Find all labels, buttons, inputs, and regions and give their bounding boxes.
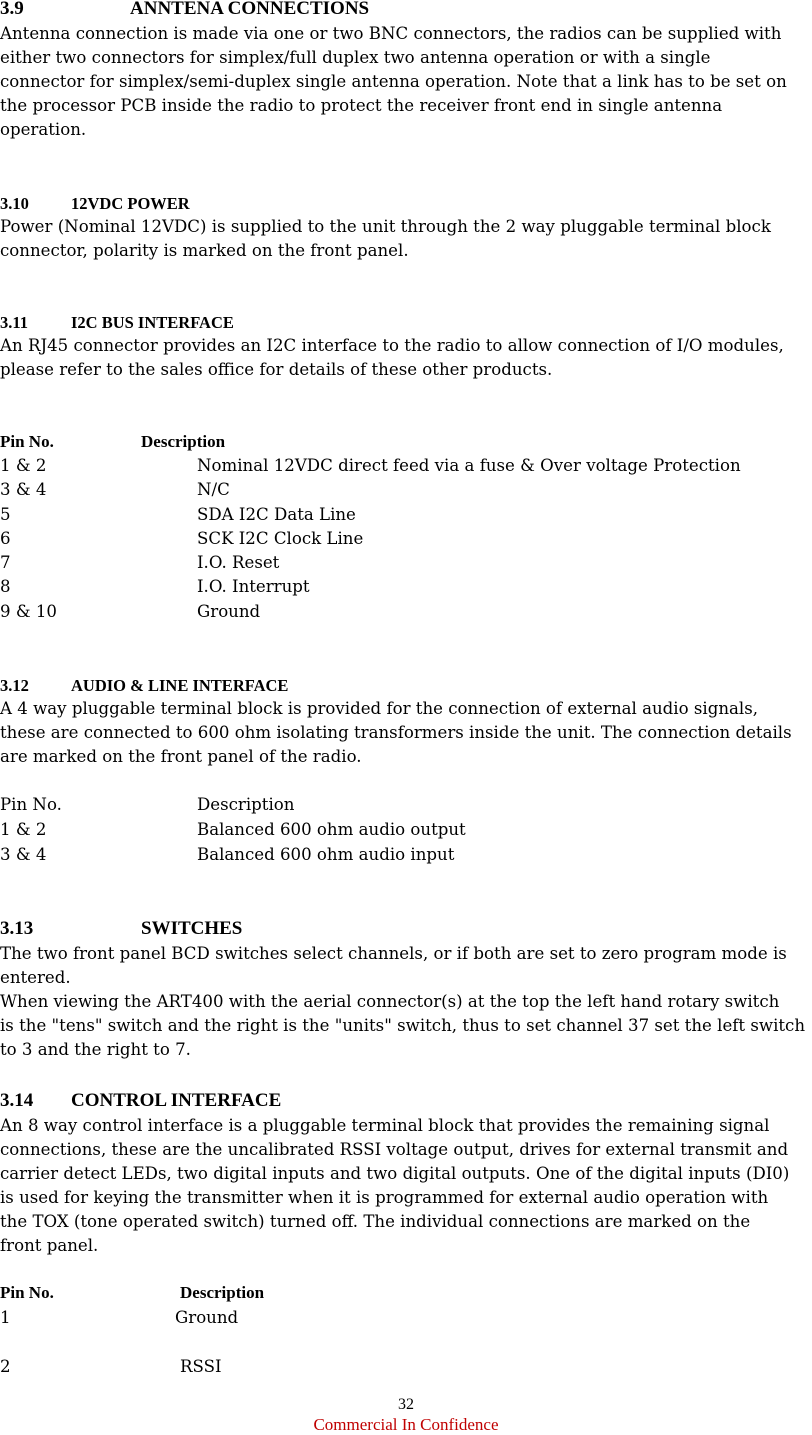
paragraph-line: to 3 and the right to 7. <box>0 1040 191 1059</box>
table-cell-pin: 3 & 4 <box>0 845 47 864</box>
page-number: 32 <box>398 1396 414 1413</box>
paragraph-line: An RJ45 connector provides an I2C interface to the radio to allow connection of I/O modules, <box>0 336 784 355</box>
paragraph-line: entered. <box>0 968 71 987</box>
paragraph-line: the TOX (tone operated switch) turned off. The individual connections are marked on the <box>0 1212 751 1231</box>
paragraph-line: carrier detect LEDs, two digital inputs and two digital outputs. One of the digital inputs (DI0) <box>0 1164 790 1183</box>
table-cell-pin: 5 <box>0 505 11 524</box>
table-cell-pin: 9 & 10 <box>0 602 57 621</box>
table-cell-pin: 1 & 2 <box>0 820 47 839</box>
section-3-12-body <box>0 697 812 769</box>
section-3-11-title: I2C BUS INTERFACE <box>71 313 234 332</box>
table-cell-description: Nominal 12VDC direct feed via a fuse & Over voltage Protection <box>197 456 741 475</box>
paragraph-line: A 4 way pluggable terminal block is provided for the connection of external audio signals, <box>0 699 758 718</box>
section-3-13-body <box>0 942 812 1062</box>
table-cell-pin: 6 <box>0 529 11 548</box>
paragraph-line: is used for keying the transmitter when it is programmed for external audio operation with <box>0 1188 769 1207</box>
section-3-12-number: 3.12 <box>0 676 29 695</box>
paragraph-line: An 8 way control interface is a pluggable terminal block that provides the remaining signal <box>0 1116 770 1135</box>
section-3-11-body <box>0 334 812 382</box>
paragraph-line: When viewing the ART400 with the aerial connector(s) at the top the left hand rotary switch <box>0 992 780 1011</box>
table-cell-description: Balanced 600 ohm audio output <box>197 820 466 839</box>
paragraph-line: connector for simplex/semi-duplex single antenna operation. Note that a link has to be set on <box>0 72 787 91</box>
paragraph-line: Antenna connection is made via one or two BNC connectors, the radios can be supplied with <box>0 24 782 43</box>
table-cell-pin: 1 & 2 <box>0 456 47 475</box>
paragraph-line: The two front panel BCD switches select channels, or if both are set to zero program mode is <box>0 944 787 963</box>
table-cell-description: Ground <box>197 602 261 621</box>
paragraph-line: please refer to the sales office for details of these other products. <box>0 360 553 379</box>
table-cell-description: I.O. Reset <box>197 553 280 572</box>
paragraph-line: either two connectors for simplex/full duplex two antenna operation or with a single <box>0 48 711 67</box>
table-cell-description: Balanced 600 ohm audio input <box>197 845 455 864</box>
section-3-10-title: 12VDC POWER <box>71 194 190 213</box>
paragraph-line: operation. <box>0 120 87 139</box>
confidentiality-footer: Commercial In Confidence <box>313 1415 499 1434</box>
section-3-10-number: 3.10 <box>0 194 29 213</box>
table-cell-pin: 2 <box>0 1357 11 1376</box>
pin-table-header-pin: Pin No. <box>0 1283 54 1302</box>
table-cell-pin: 7 <box>0 553 11 572</box>
paragraph-line: is the "tens" switch and the right is the "units" switch, thus to set channel 37 set the left switch <box>0 1016 806 1035</box>
section-3-9-number: 3.9 <box>0 0 24 19</box>
paragraph-line: connector, polarity is marked on the front panel. <box>0 241 409 260</box>
pin-table-header-pin: Pin No. <box>0 795 62 814</box>
section-3-10-body <box>0 215 812 263</box>
pin-table-header-description: Description <box>141 432 226 451</box>
table-cell-pin: 8 <box>0 577 11 596</box>
table-cell-description: I.O. Interrupt <box>197 577 310 596</box>
pin-table-header-pin: Pin No. <box>0 432 54 451</box>
section-3-13-title: SWITCHES <box>141 918 243 939</box>
section-3-11-number: 3.11 <box>0 313 28 332</box>
paragraph-line: these are connected to 600 ohm isolating transformers inside the unit. The connection details <box>0 723 792 742</box>
paragraph-line: are marked on the front panel of the radio. <box>0 747 362 766</box>
section-3-13-number: 3.13 <box>0 918 34 939</box>
pin-table-header-description: Description <box>197 795 295 814</box>
paragraph-line: Power (Nominal 12VDC) is supplied to the unit through the 2 way pluggable terminal block <box>0 217 771 236</box>
table-cell-description: N/C <box>197 480 230 499</box>
paragraph-line: connections, these are the uncalibrated RSSI voltage output, drives for external transmit and <box>0 1140 789 1159</box>
pin-table-header-description: Description <box>180 1283 265 1302</box>
section-3-14-number: 3.14 <box>0 1090 34 1111</box>
table-cell-pin: 3 & 4 <box>0 480 47 499</box>
table-cell-description: Ground <box>175 1308 239 1327</box>
paragraph-line: the processor PCB inside the radio to protect the receiver front end in single antenna <box>0 96 723 115</box>
table-cell-pin: 1 <box>0 1308 11 1327</box>
paragraph-line: front panel. <box>0 1236 99 1255</box>
section-3-9-title: ANNTENA CONNECTIONS <box>130 0 370 19</box>
table-cell-description: SDA I2C Data Line <box>197 505 356 524</box>
section-3-9-body <box>0 22 812 142</box>
section-3-12-title: AUDIO & LINE INTERFACE <box>71 676 289 695</box>
section-3-14-body <box>0 1114 812 1258</box>
table-cell-description: RSSI <box>180 1357 222 1376</box>
table-cell-description: SCK I2C Clock Line <box>197 529 364 548</box>
section-3-14-title: CONTROL INTERFACE <box>71 1090 282 1111</box>
